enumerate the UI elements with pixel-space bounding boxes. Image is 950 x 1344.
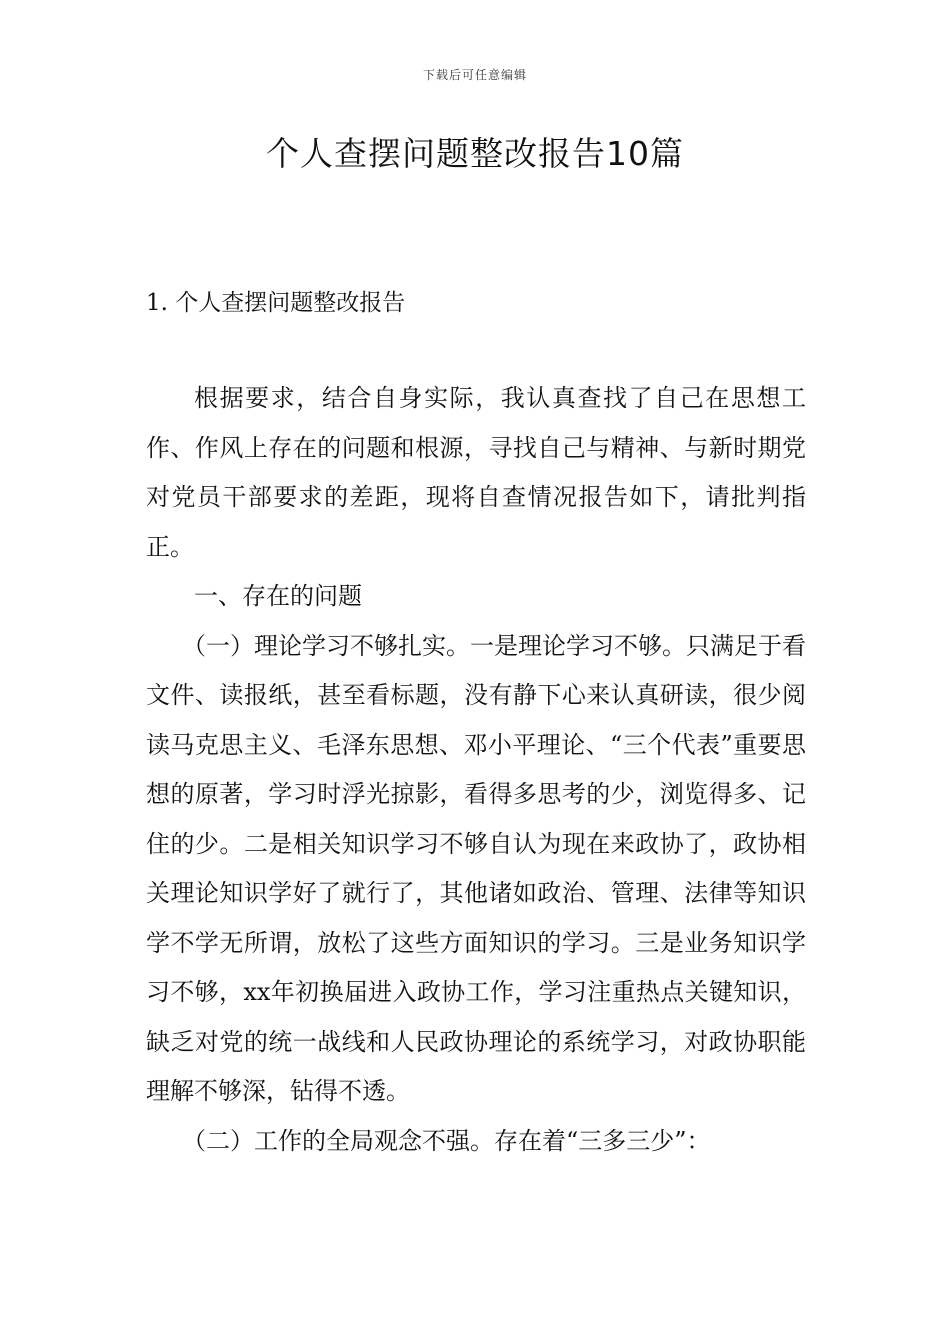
paragraph-heading-problems: 一、存在的问题 (194, 582, 362, 610)
header-note: 下载后可任意编辑 (422, 68, 527, 82)
paragraph-intro: 根据要求，结合自身实际，我认真查找了自己在思想工作、作风上存在的问题和根源，寻找自己与精神、与新时期党对党员干部要求的差距，现将自查情况报告如下，请批判指正。 (146, 384, 806, 561)
document-title: 个人查摆问题整改报告10篇 (266, 134, 684, 173)
paragraph-theory-study: （一）理论学习不够扎实。一是理论学习不够。只满足于看文件、读报纸，甚至看标题，没有静下心来认真研读，很少阅读马克思主义、毛泽东思想、邓小平理论、“三个代表”重要思想的原著，学习时浮光掠影，看得多思考的少，浏览得多、记住的少。二是相关知识学习不够自认为现在来政协了，政协相关理论知识学好了就行了，其他诸如政治、管理、法律等知识学不学无所谓，放松了这些方面知识的学习。三是业务知识学习不够，xx年初换届进入政协工作，学习注重热点关键知识，缺乏对党的统一战线和人民政协理论的系统学习，对政协职能理解不够深，钻得不透。 (146, 631, 806, 1105)
section-heading: 1. 个人查摆问题整改报告 (146, 290, 406, 316)
paragraph-overall-view: （二）工作的全局观念不强。存在着“三多三少”： (182, 1126, 711, 1155)
document-body (146, 374, 806, 1166)
